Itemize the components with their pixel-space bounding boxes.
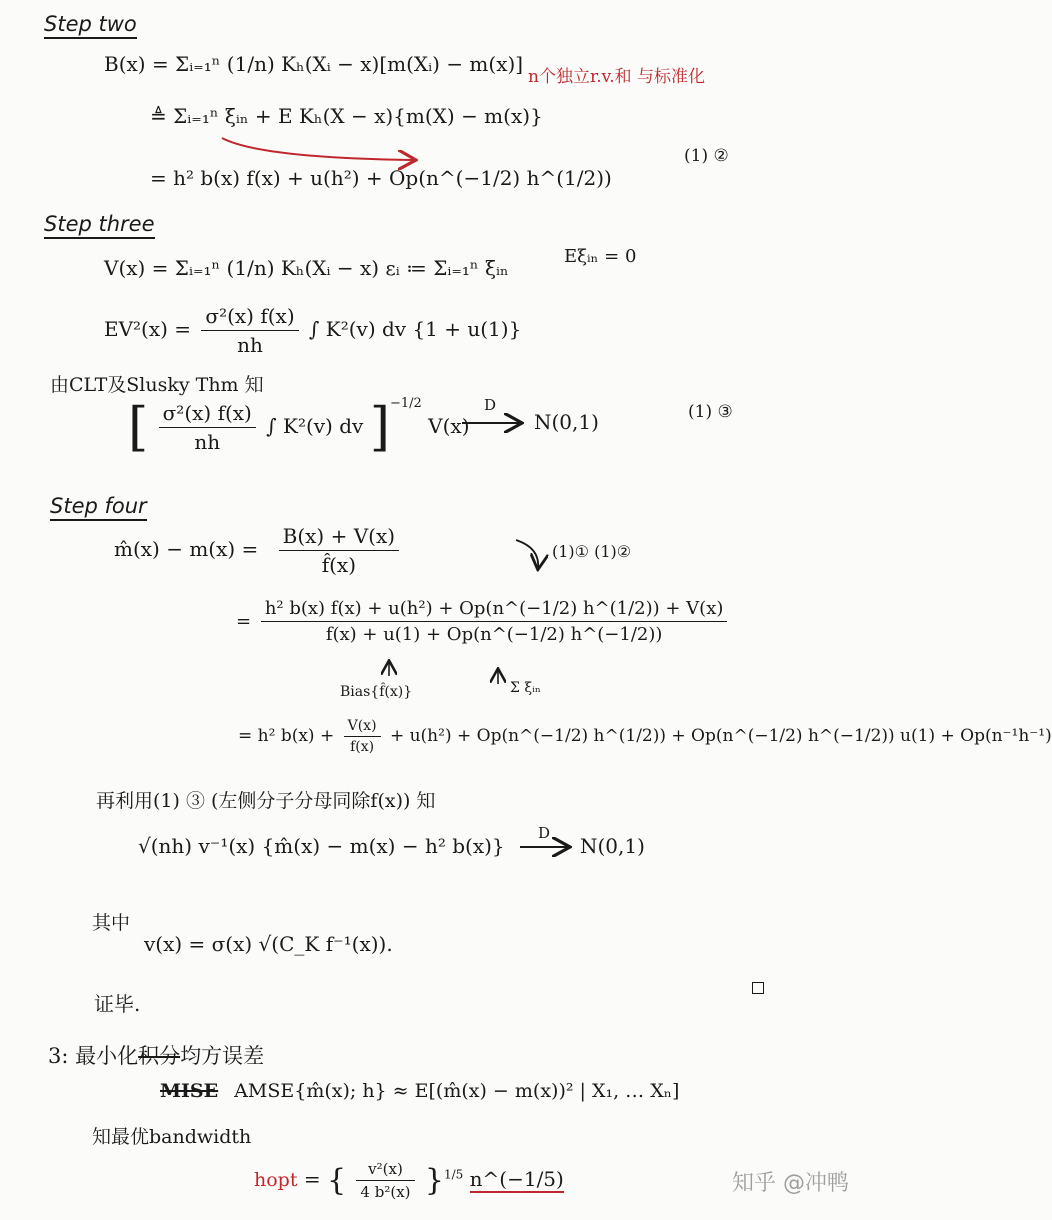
s5-h-num: v²(x) — [356, 1160, 414, 1181]
s4-line1 — [114, 524, 403, 577]
s5-title-a: 最小化 — [75, 1044, 139, 1068]
s4-proof: 证毕. — [94, 992, 141, 1016]
red-curve-arrow — [222, 138, 414, 160]
s4-line2: = $\frac{\text{h² b(x) f(x) + u(h²) + Op(n\textasciicircum{}(−1/2) h\textasciicircum{}(1/2)) + V(x)}}{f(x) + u(1) + Op(n\^{}(-1/2) h\^{}(-1/2))}$ — [236, 598, 731, 645]
s4-line3a: = h² b(x) + — [238, 726, 335, 746]
s5-mse-line — [160, 1080, 679, 1102]
s4-f1-den: f̂(x) — [321, 553, 356, 577]
s4-f2-num: h² b(x) f(x) + u(h²) + Op(n^(−1/2) h^(1/2)) + V(x) — [261, 598, 728, 622]
s3-c-int: ∫ K²(v) dv — [266, 414, 364, 438]
s2-line3: = h² b(x) f(x) + u(h²) + Op(n^(−1/2) h^(1/2)) — [150, 166, 612, 190]
s5-label: 3: — [48, 1044, 69, 1068]
s4-l3-num: V(x) — [344, 718, 381, 737]
s5-h-fraction — [356, 1160, 414, 1201]
s4-f2-den: f(x) + u(1) + Op(n^(−1/2) h^(−1/2)) — [325, 624, 663, 645]
s3-c-pow: −1/2 — [389, 396, 422, 411]
s3-c-tail: V(x) — [428, 414, 470, 438]
s5-title-strike: 积分 — [138, 1044, 181, 1068]
s3-ev — [104, 304, 521, 357]
s3-ev-lhs: EV²(x) = — [104, 317, 192, 341]
s4-again: 再利用(1) ③ (左侧分子分母同除f(x)) 知 — [96, 790, 436, 812]
s4-f2-fraction — [261, 598, 728, 645]
s5-optimal: 知最优bandwidth — [92, 1126, 252, 1148]
s5-hopt: hopt — [254, 1169, 298, 1191]
s3-ev-den: nh — [237, 333, 263, 357]
s2-line2: ≜ Σᵢ₌₁ⁿ ξᵢₙ + E Kₕ(X − x){m(X) − m(x)} — [150, 104, 543, 128]
s4-line3b: + u(h²) + Op(n^(−1/2) h^(1/2)) + Op(n^(−1/2) h^(−1/2)) u(1) + Op(n⁻¹h⁻¹) — [389, 726, 1052, 746]
s4-res: N(0,1) — [580, 834, 645, 858]
s3-c-res: N(0,1) — [534, 410, 599, 434]
qed-square — [752, 982, 764, 994]
s3-c-num: σ²(x) f(x) — [159, 401, 256, 428]
s4-lhs: m̂(x) − m(x) = — [114, 537, 259, 561]
s4-arrow-label: D — [538, 824, 551, 842]
s3-c-fraction — [159, 401, 256, 454]
s4-l3-den: f(x) — [350, 739, 375, 755]
s3-ev-num: σ²(x) f(x) — [201, 304, 298, 331]
s5-mse: AMSE{m̂(x); h} ≈ E[(m̂(x) − m(x))² | X₁, … Xₙ] — [234, 1080, 680, 1102]
curve-down-arrow — [516, 540, 538, 568]
heading-step-three: Step three — [44, 212, 155, 239]
s2-ref: (1) ② — [684, 146, 729, 166]
s4-refs: (1)① (1)② — [552, 542, 632, 561]
s3-ev-fraction — [201, 304, 298, 357]
s3-arrow-label: D — [484, 396, 497, 414]
s5-title-b: 均方误差 — [180, 1044, 265, 1068]
s3-line1: V(x) = Σᵢ₌₁ⁿ (1/n) Kₕ(Xᵢ − x) εᵢ ≔ Σᵢ₌₁ⁿ ξᵢₙ — [104, 256, 509, 280]
s5-h-rate: n^(−1/5) — [469, 1167, 564, 1191]
s5-eq: = — [303, 1167, 321, 1191]
s5-title — [48, 1040, 264, 1070]
heading-step-two: Step two — [44, 12, 137, 39]
s3-clt-expr: [ $\frac{\text{σ²(x) f(x)}}{nh}$ ∫ K²(v) dv ]$^{-1/2}$ V(x) — [128, 396, 470, 458]
s4-f1-num: B(x) + V(x) — [279, 524, 399, 551]
s5-hopt-line: hopt = { $\frac{\text{v²(x)}}{\text{4 b²(x)}}$ }$^{1/5}$ n^(−1/5) — [254, 1160, 564, 1201]
s4-where: 其中 — [92, 912, 131, 934]
s3-c-den: nh — [194, 430, 221, 454]
s4-l3-fraction — [344, 718, 381, 755]
s5-mise-strike: MISE — [160, 1080, 219, 1102]
s4-ann-xi: Σ ξᵢₙ — [510, 680, 541, 696]
s4-f1-fraction — [279, 524, 399, 577]
s4-vx: v(x) = σ(x) √(C_K f⁻¹(x)). — [144, 932, 393, 956]
s3-ref: (1) ③ — [688, 402, 733, 422]
s5-h-pow: 1/5 — [443, 1167, 464, 1182]
s4-result: √(nh) v⁻¹(x) {m̂(x) − m(x) − h² b(x)} — [138, 834, 505, 858]
s4-line3 — [238, 718, 1052, 755]
s3-side: Eξᵢₙ = 0 — [564, 246, 637, 267]
s4-ann-bias: Bias{f̂(x)} — [340, 684, 413, 700]
s2-line1: B(x) = Σᵢ₌₁ⁿ (1/n) Kₕ(Xᵢ − x)[m(Xᵢ) − m(x)] — [104, 52, 524, 76]
heading-step-four: Step four — [50, 494, 147, 521]
s5-h-den: 4 b²(x) — [360, 1183, 411, 1201]
s3-clt: 由CLT及Slusky Thm 知 — [50, 374, 264, 396]
watermark: 知乎 @冲鸭 — [732, 1171, 849, 1196]
s3-ev-rhs: ∫ K²(v) dv {1 + u(1)} — [308, 317, 522, 341]
s2-note: n个独立r.v.和 与标准化 — [528, 67, 706, 87]
